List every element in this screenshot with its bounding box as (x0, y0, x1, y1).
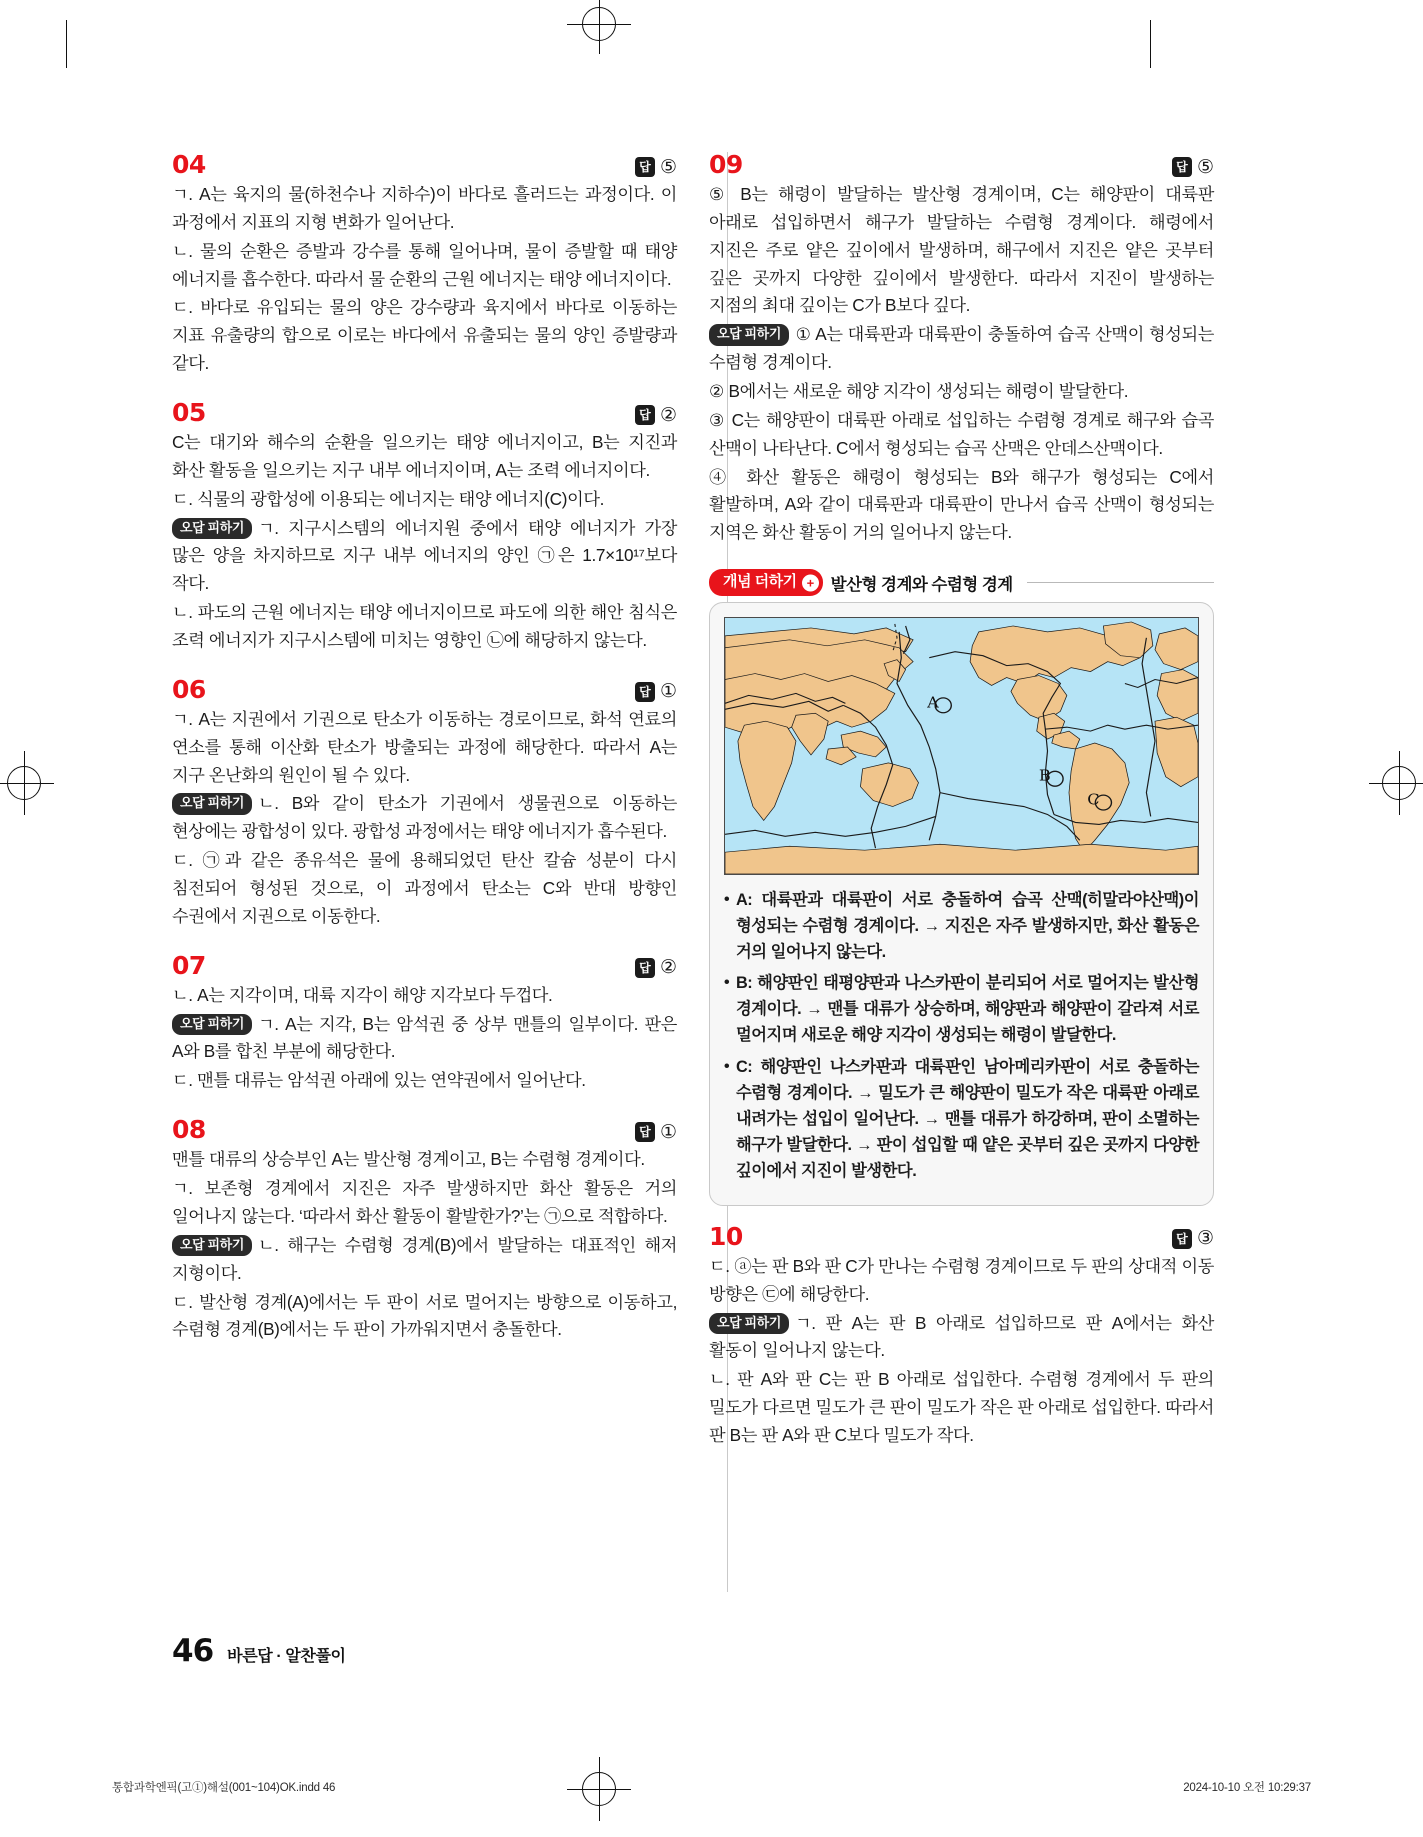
paragraph-text: ⑤ B는 해령이 발달하는 발산형 경계이며, C는 해양판이 대륙판 아래로 섭입하면서 해구가 발달하는 수렴형 경계이다. 해령에서 지진은 주로 얕은 깊이에서 발생하며, 해구에서 지진은 얕은 곳부터 깊은 곳까지 다양한 깊이에서 발생한다. 따라서 지진이 발생하는 지점의 최대 깊이는 C가 B보다 깊다. (709, 184, 1214, 316)
solution-block (172, 400, 677, 655)
solution-paragraph (172, 706, 677, 790)
solution-paragraph (172, 790, 677, 846)
bullet-text: B: 해양판인 태평양판과 나스카판이 분리되어 서로 멀어지는 발산형 경계이다. → 맨틀 대류가 상승하며, 해양판과 해양판이 갈라져 서로 멀어지며 새로운 해양 지각이 생성되는 해령이 발달한다. (736, 974, 1199, 1045)
solution-block (709, 152, 1214, 547)
answer-value: ② (659, 403, 677, 426)
concept-box-header (709, 569, 1214, 596)
solution-paragraph (709, 378, 1214, 406)
plate-boundary-world-map (724, 617, 1199, 875)
answer-value: ⑤ (1196, 155, 1214, 178)
wrong-answer-tag: 오답 피하기 (172, 1014, 252, 1035)
solution-paragraph (709, 1310, 1214, 1366)
left-column (172, 152, 677, 1602)
solution-number: 06 (172, 674, 206, 704)
concept-bullet-item (724, 970, 1199, 1048)
paragraph-text: ㄱ. A는 지각, B는 암석권 중 상부 맨틀의 일부이다. 판은 A와 B를 합친 부분에 해당한다. (172, 1013, 677, 1062)
solution-paragraph (709, 181, 1214, 320)
wrong-answer-tag: 오답 피하기 (172, 518, 252, 539)
concept-box-title: 발산형 경계와 수렴형 경계 (830, 575, 1013, 594)
paragraph-text: ㄴ. A는 지각이며, 대륙 지각이 해양 지각보다 두껍다. (172, 984, 553, 1005)
answer-value: ⑤ (659, 155, 677, 178)
answer-value: ③ (1196, 1227, 1214, 1250)
concept-bullet-item (724, 887, 1199, 965)
bullet-text: C: 해양판인 나스카판과 대륙판인 남아메리카판이 서로 충돌하는 수렴형 경계이다. → 밀도가 큰 해양판이 밀도가 작은 대륙판 아래로 내려가는 섭입이 일어난다. → 맨틀 대류가 하강하며, 판이 소멸하는 해구가 발달한다. → 판이 섭입할 때 얕은 곳부터 깊은 곳까지 다양한 깊이에서 지진이 발생한다. (736, 1057, 1199, 1180)
answer-badge (635, 405, 677, 425)
answer-chip-icon: 답 (635, 682, 655, 702)
solution-number: 04 (172, 150, 206, 179)
solution-paragraph (172, 1011, 677, 1067)
answer-chip-icon: 답 (635, 405, 655, 425)
solution-number: 08 (172, 1115, 206, 1145)
paragraph-text: ㄷ. ㉠과 같은 종유석은 물에 용해되었던 탄산 칼슘 성분이 다시 침전되어 형성된 것으로, 이 과정에서 탄소는 C와 반대 방향인 수권에서 지권으로 이동한다. (172, 850, 677, 926)
wrong-answer-tag: 오답 피하기 (172, 793, 252, 814)
svg-text:B: B (1038, 767, 1051, 785)
solution-block (172, 950, 677, 1095)
solution-header (172, 1115, 677, 1145)
paragraph-text: ㄷ. 식물의 광합성에 이용되는 에너지는 태양 에너지(C)이다. (172, 488, 605, 509)
solution-number: 07 (172, 950, 206, 980)
paragraph-text: ㄱ. 보존형 경계에서 지진은 자주 발생하지만 화산 활동은 거의 일어나지 않는다. ‘따라서 화산 활동이 활발한가?’는 ㉠으로 적합하다. (172, 1178, 677, 1226)
paragraph-text: ② B에서는 새로운 해양 지각이 생성되는 해령이 발달한다. (709, 381, 1129, 402)
bullet-dot-icon: • (724, 1057, 730, 1075)
solution-number: 05 (172, 398, 206, 428)
solution-block (172, 674, 677, 931)
answer-chip-icon: 답 (635, 157, 655, 177)
bullet-dot-icon: • (724, 974, 730, 992)
answer-chip-icon: 답 (635, 1122, 655, 1142)
solution-paragraph (172, 181, 677, 237)
answer-chip-icon: 답 (635, 958, 655, 978)
solution-header (709, 152, 1214, 177)
concept-bullet-list (724, 887, 1199, 1184)
solution-paragraph (172, 515, 677, 599)
solution-paragraph (172, 486, 677, 514)
paragraph-text: ㄷ. 바다로 유입되는 물의 양은 강수량과 육지에서 바다로 이동하는 지표 유출량의 합으로 이로는 바다에서 유출되는 물의 양인 증발량과 같다. (172, 297, 677, 374)
solution-paragraph (172, 1146, 677, 1174)
solution-paragraph (709, 321, 1214, 377)
bullet-text: A: 대륙판과 대륙판이 서로 충돌하여 습곡 산맥(히말라야산맥)이 형성되는 수렴형 경계이다. → 지진은 자주 발생하지만, 화산 활동은 거의 일어나지 않는다. (736, 891, 1199, 962)
solution-number: 09 (709, 150, 743, 179)
solution-paragraph (172, 429, 677, 485)
timestamp-slug-right: 2024-10-10 오전 10:29:37 (1183, 1782, 1311, 1794)
wrong-answer-tag: 오답 피하기 (709, 1313, 789, 1334)
solution-paragraph (172, 1232, 677, 1288)
paragraph-text: ㄱ. 지구시스템의 에너지원 중에서 태양 에너지가 가장 많은 양을 차지하므로 지구 내부 에너지의 양인 ㉠은 1.7×10¹⁷보다 작다. (172, 517, 677, 594)
solution-paragraph (709, 407, 1214, 463)
solution-header (172, 950, 677, 980)
paragraph-text: ④ 화산 활동은 해령이 형성되는 B와 해구가 형성되는 C에서 활발하며, A와 같이 대륙판과 대륙판이 만나서 습곡 산맥이 형성되는 지역은 화산 활동이 거의 일어나지 않는다. (709, 466, 1214, 543)
solution-paragraph (172, 982, 677, 1010)
file-slug-left: 통합과학엔픽(고①)해설(001~104)OK.indd 46 (112, 1782, 336, 1794)
concept-bullet-item (724, 1054, 1199, 1184)
two-column-layout (172, 152, 1247, 1602)
solution-paragraph (709, 1253, 1214, 1309)
answer-badge (635, 682, 677, 702)
answer-value: ① (659, 1120, 677, 1143)
answer-chip-icon: 답 (1172, 157, 1192, 177)
answer-value: ① (659, 680, 677, 703)
solution-block (709, 1221, 1214, 1450)
solution-paragraph (172, 1289, 677, 1345)
wrong-answer-tag: 오답 피하기 (172, 1235, 252, 1256)
solution-paragraph (709, 464, 1214, 548)
solution-paragraph (709, 1366, 1214, 1450)
header-rule (1027, 582, 1214, 583)
paragraph-text: ㄴ. 해구는 수렴형 경계(B)에서 발달하는 대표적인 해저 지형이다. (172, 1234, 677, 1283)
bullet-dot-icon: • (724, 891, 730, 909)
solution-header (172, 674, 677, 704)
solution-paragraph (172, 294, 677, 378)
answer-badge (635, 958, 677, 978)
answer-badge (1172, 1229, 1214, 1249)
paragraph-text: ㄱ. A는 육지의 물(하천수나 지하수)이 바다로 흘러드는 과정이다. 이 과정에서 지표의 지형 변화가 일어난다. (172, 184, 677, 232)
plus-icon: + (802, 574, 819, 591)
solution-block (172, 1117, 677, 1344)
solution-paragraph (172, 1067, 677, 1095)
answer-badge (635, 157, 677, 177)
paragraph-text: ㄴ. 물의 순환은 증발과 강수를 통해 일어나며, 물이 증발할 때 태양 에너지를 흡수한다. 따라서 물 순환의 근원 에너지는 태양 에너지이다. (172, 240, 677, 289)
paragraph-text: ㄱ. A는 지권에서 기권으로 탄소가 이동하는 경로이므로, 화석 연료의 연소를 통해 이산화 탄소가 방출되는 과정에 해당한다. 따라서 A는 지구 온난화의 원인이 될 수 있다. (172, 708, 677, 785)
page-footer (172, 1633, 346, 1669)
solution-paragraph (172, 1175, 677, 1231)
solution-number: 10 (709, 1221, 743, 1251)
paragraph-text: ㄴ. B와 같이 탄소가 기권에서 생물권으로 이동하는 현상에는 광합성이 있다. 광합성 과정에서는 태양 에너지가 흡수된다. (172, 793, 677, 842)
paragraph-text: ㄴ. 파도의 근원 에너지는 태양 에너지이므로 파도에 의한 해안 침식은 조력 에너지가 지구시스템에 미치는 영향인 ㉡에 해당하지 않는다. (172, 602, 677, 651)
paragraph-text: ㄷ. ⓐ는 판 B와 판 C가 만나는 수렴형 경계이므로 두 판의 상대적 이동 방향은 ㉢에 해당한다. (709, 1255, 1214, 1304)
solution-header (709, 1221, 1214, 1251)
solution-block (172, 152, 677, 378)
paragraph-text: ① A는 대륙판과 대륙판이 충돌하여 습곡 산맥이 형성되는 수렴형 경계이다. (709, 324, 1214, 373)
concept-extra-box (709, 569, 1214, 1206)
paragraph-text: ㄷ. 발산형 경계(A)에서는 두 판이 서로 멀어지는 방향으로 이동하고, 수렴형 경계(B)에서는 두 판이 가까워지면서 충돌한다. (172, 1291, 677, 1340)
page-number: 46 (172, 1633, 214, 1669)
answer-value: ② (659, 956, 677, 979)
answer-badge (1172, 157, 1214, 177)
concept-pill-text: 개념 더하기 (723, 573, 797, 591)
paragraph-text: 맨틀 대류의 상승부인 A는 발산형 경계이고, B는 수렴형 경계이다. (172, 1149, 645, 1170)
paragraph-text: ③ C는 해양판이 대륙판 아래로 섭입하는 수렴형 경계로 해구와 습곡 산맥이 나타난다. C에서 형성되는 습곡 산맥은 안데스산맥이다. (709, 409, 1214, 458)
answer-chip-icon: 답 (1172, 1229, 1192, 1249)
svg-text:C: C (1087, 791, 1100, 809)
paragraph-text: ㄷ. 맨틀 대류는 암석권 아래에 있는 연약권에서 일어난다. (172, 1070, 586, 1091)
paragraph-text: ㄴ. 판 A와 판 C는 판 B 아래로 섭입한다. 수렴형 경계에서 두 판의 밀도가 다르면 밀도가 큰 판이 밀도가 작은 판 아래로 섭입한다. 따라서 판 B는 판 A와 판 C보다 밀도가 작다. (709, 1369, 1214, 1446)
right-column (709, 152, 1214, 1602)
solution-paragraph (172, 599, 677, 655)
solution-header (172, 398, 677, 428)
solution-paragraph (172, 238, 677, 294)
paragraph-text: ㄱ. 판 A는 판 B 아래로 섭입하므로 판 A에서는 화산 활동이 일어나지 않는다. (709, 1312, 1214, 1361)
answer-badge (635, 1122, 677, 1142)
wrong-answer-tag: 오답 피하기 (709, 324, 789, 345)
concept-pill-label (709, 569, 823, 596)
paragraph-text: C는 대기와 해수의 순환을 일으키는 태양 에너지이고, B는 지진과 화산 활동을 일으키는 지구 내부 에너지이며, A는 조력 에너지이다. (172, 432, 677, 480)
solution-header (172, 152, 677, 177)
footer-label: 바른답 · 알찬풀이 (227, 1648, 346, 1665)
solution-paragraph (172, 847, 677, 931)
svg-text:A: A (927, 694, 939, 712)
concept-box-body (709, 602, 1214, 1206)
